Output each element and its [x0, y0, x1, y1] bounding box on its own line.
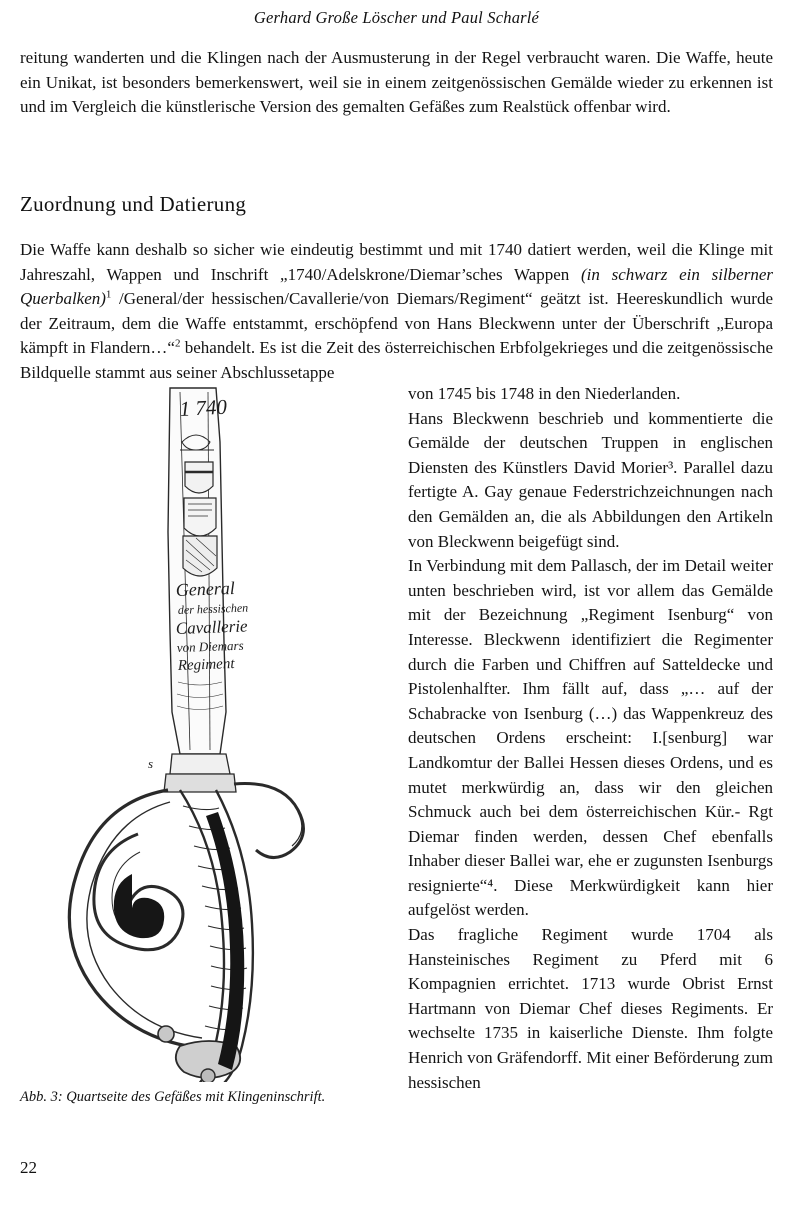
svg-text:Regiment: Regiment: [177, 656, 235, 674]
intro-paragraph: reitung wanderten und die Klingen nach der Ausmusterung in der Regel verbraucht waren. Die Waffe, heute ein Unikat, ist besonders bemerkenswert, weil sie in einem zeitgenössischen Gemälde wieder zu erkennen ist und im Vergleich die künstlerische Version des gemalten Gefäßes zum Realstück offenbar wird.: [20, 48, 773, 116]
right-paragraph-4: Das fragliche Regiment wurde 1704 als Hansteinisches Regiment zu Pferd mit 6 Kompagnien errichtet. 1713 wurde Obrist Ernst Hartmann von Diemar Chef dieses Regiments. Er wechselte 1735 in kaiserliche Dienste. Ihm folgte Henrich von Gräfendorff. Mit einer Beförderung zum hessischen: [408, 925, 773, 1092]
sword-hilt-engraving: [20, 382, 372, 1082]
figure-and-text-area: [20, 382, 773, 1142]
section-heading: Zuordnung und Datierung: [20, 192, 247, 216]
section-paragraph-italic: (in schwarz ein silberner Querbalken): [20, 264, 773, 308]
right-paragraph-3: In Verbindung mit dem Pallasch, der im Detail weiter unten beschrieben wird, ist vor allem das Gemälde mit der Bezeichnung „Regiment Isenburg“ von Interesse. Bleckwenn identifiziert die Regimenter durch die Farben und Chiffren auf Satteldecke und Pistolenhalfter. Ihm fällt auf, dass „… auf der Schabracke von Isenburg (…) das Wappenkreuz des deutschen Ordens erscheint: I.[senburg] war Landkomtur der Ballei Hessen dieses Ordens, und es mutet merkwürdig an, dass wir den gleichen Schmuck auch bei dem österreichischen Kür.- Rgt Diemar finden werden, dessen Chef ebenfalls Inhaber dieser Ballei war, ehe er zugunsten Isenburgs resignierte“⁴. Diese Merkwürdigkeit kann hier aufgelöst werden.: [408, 556, 773, 920]
svg-text:von Diemars: von Diemars: [176, 637, 244, 655]
section-paragraph-block: [20, 238, 773, 385]
right-paragraph-1: von 1745 bis 1748 in den Niederlanden.: [408, 384, 681, 403]
sword-engraving-svg: [20, 382, 372, 1082]
figure-caption: Abb. 3: Quartseite des Gefäßes mit Klingeninschrift.: [20, 1089, 326, 1105]
svg-text:s: s: [148, 756, 154, 771]
svg-text:Cavallerie: Cavallerie: [175, 616, 248, 638]
page-number: 22: [20, 1158, 37, 1177]
section-paragraph-part-b: /General/der hessischen/Cavallerie/von Diemars/Regiment“ geätzt ist. Heereskundlich wurde der Zeitraum, dem die Waffe entstammt, erschöpfend von Hans Bleckwenn unter der Überschrift „Europa kämpft in Flandern…“: [20, 289, 773, 357]
svg-text:General: General: [175, 577, 236, 600]
section-paragraph-part-a: Die Waffe kann deshalb so sicher wie eindeutig bestimmt und mit 1740 datiert werden, weil die Klinge mit Jahreszahl, Wappen und Inschrift „1740/Adelskrone/Diemar’sches Wappen: [20, 240, 773, 284]
svg-text:1 740: 1 740: [179, 394, 228, 421]
footnote-marker-1: 1: [105, 288, 112, 301]
footnote-marker-2: 2: [174, 337, 181, 350]
right-paragraph-2: Hans Bleckwenn beschrieb und kommentierte die Gemälde der deutschen Truppen in englischen Diensten des Künstlers David Morier³. Parallel dazu fertigte A. Gay genaue Federstrichzeichnungen nach den Gemälden an, die als Abbildungen den Artikeln von Bleckwenn beigefügt sind.: [408, 408, 773, 551]
figure-3: [20, 382, 372, 1105]
section-paragraph: [20, 238, 773, 385]
intro-block: [20, 46, 773, 120]
right-text-column: [408, 382, 773, 1095]
svg-text:der hessischen: der hessischen: [177, 600, 249, 617]
running-head: Gerhard Große Löscher und Paul Scharlé: [253, 8, 540, 27]
section-paragraph-part-c: behandelt. Es ist die Zeit des österreichischen Erbfolgekrieges und die zeitgenössische Bildquelle stammt aus seiner Abschlussetappe: [20, 338, 773, 382]
